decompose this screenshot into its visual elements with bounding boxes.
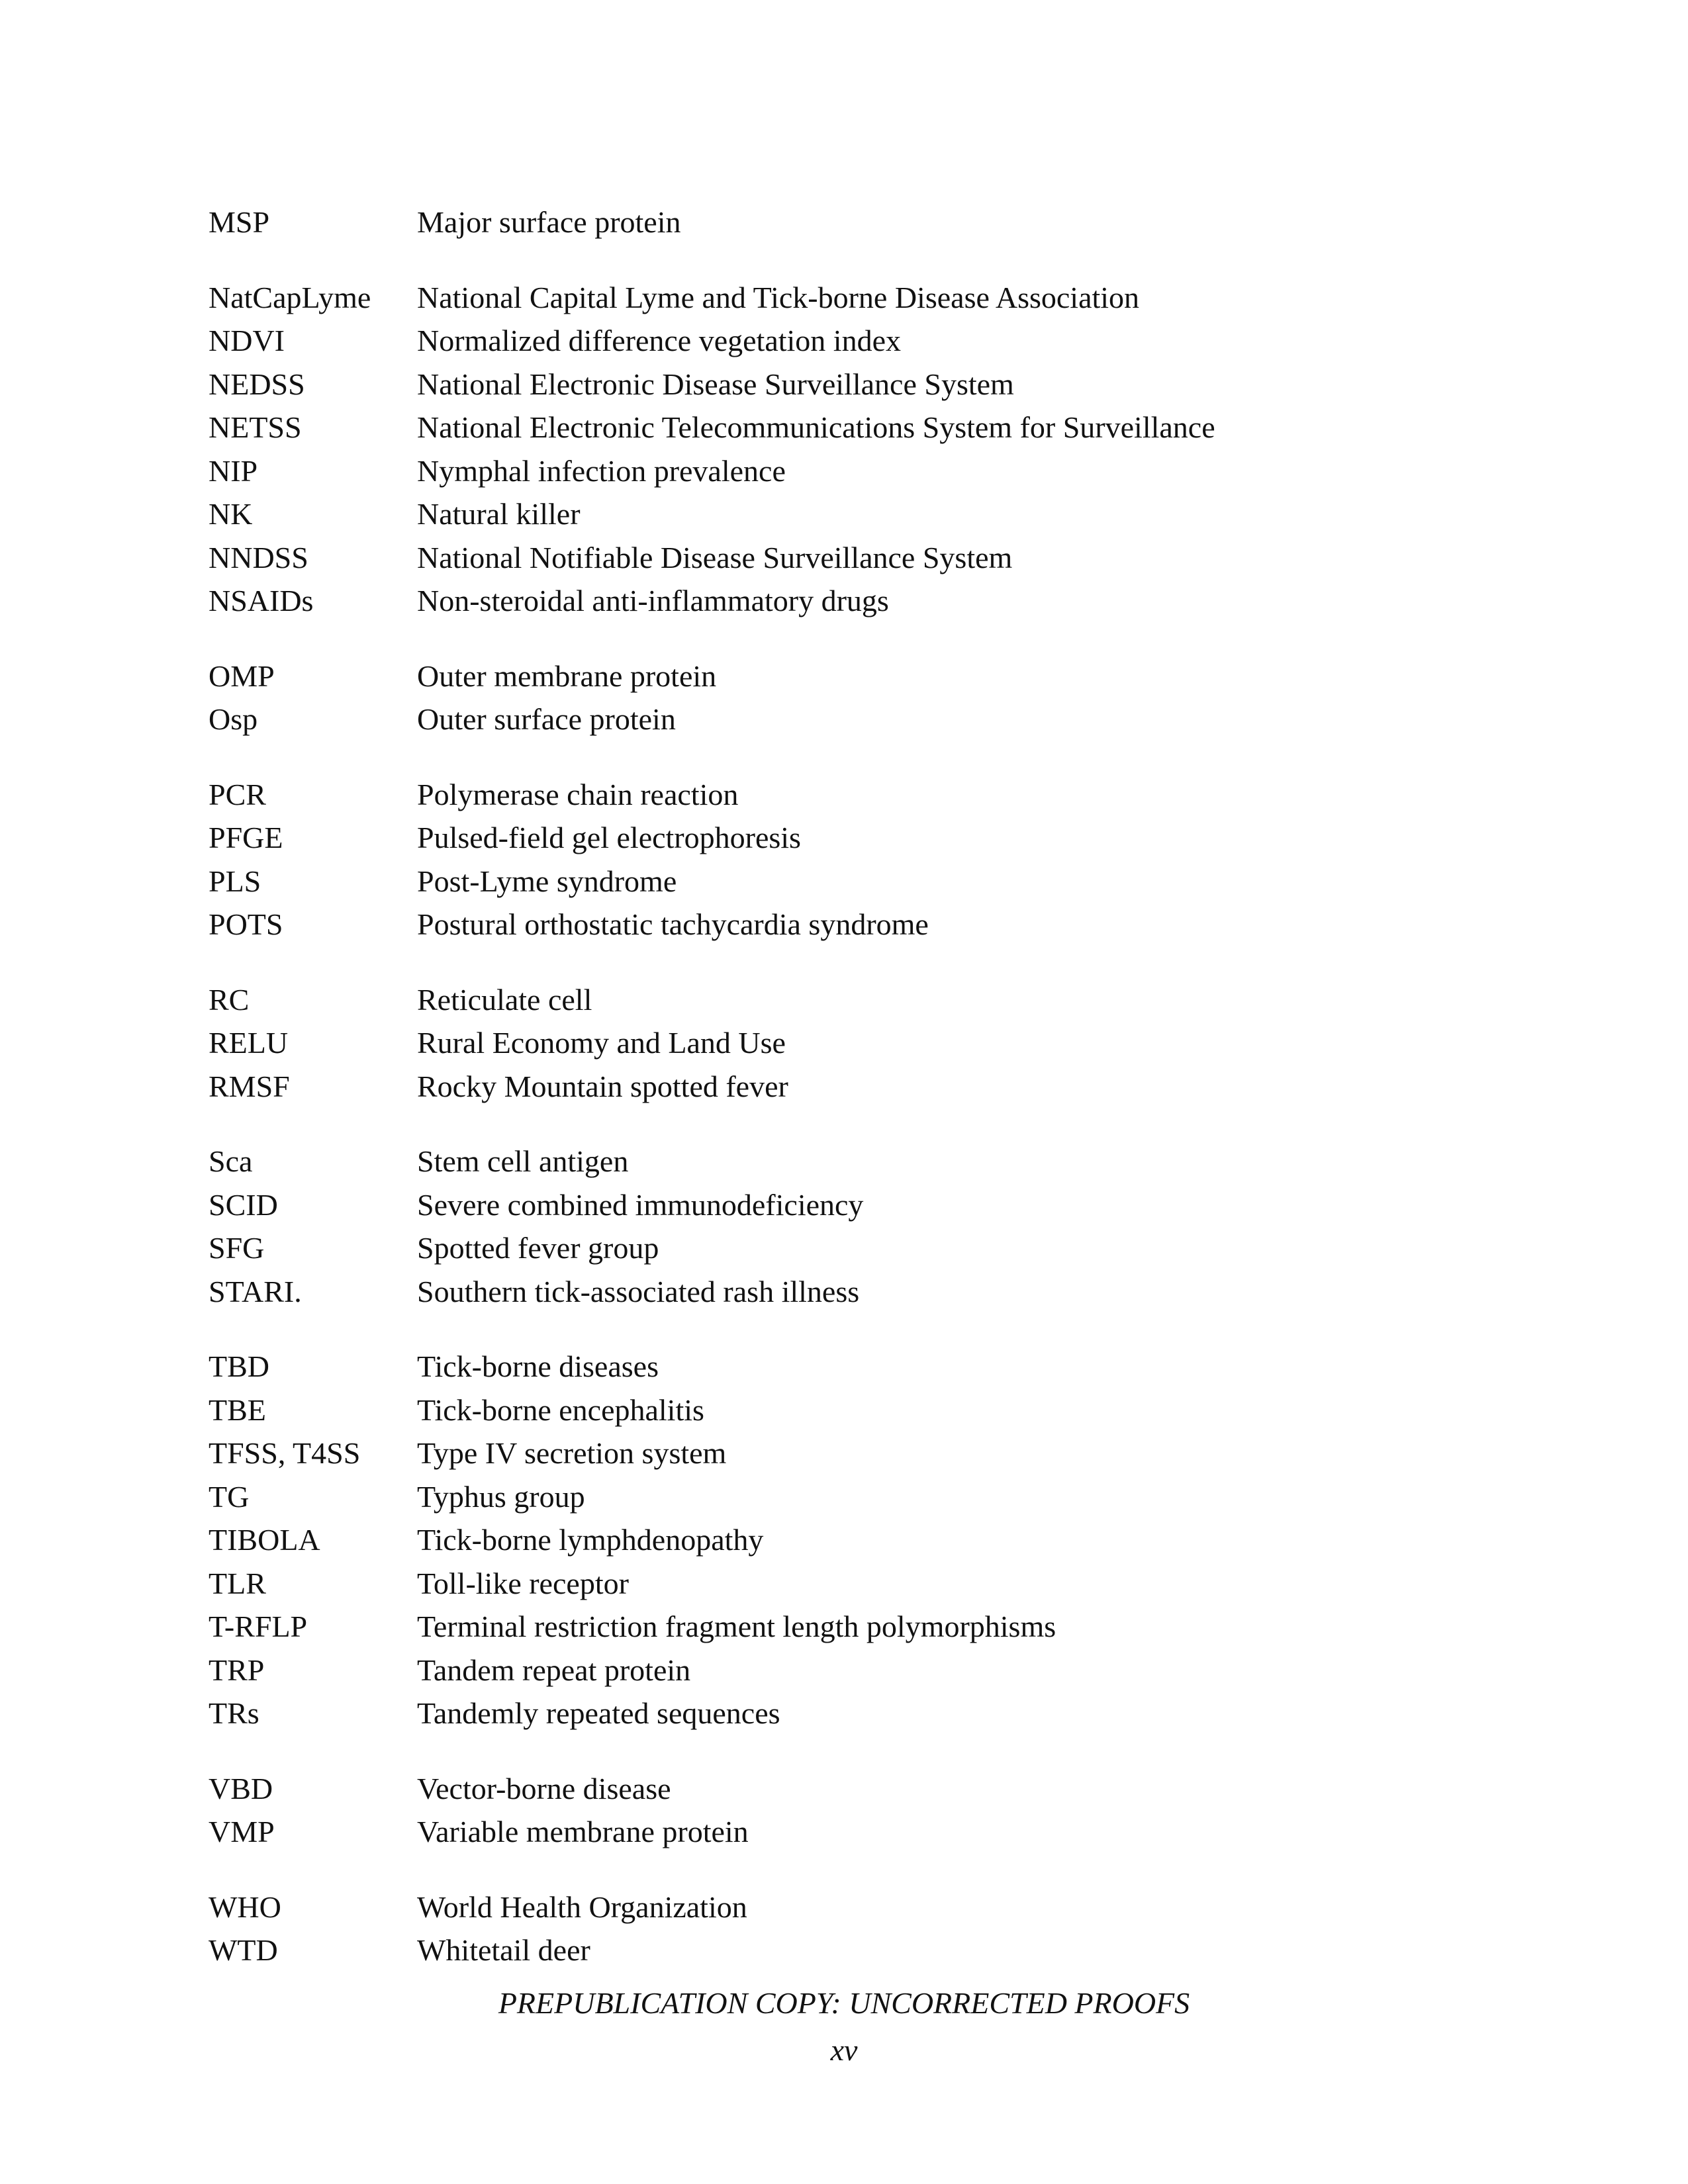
abbreviation-group [209,655,1499,741]
abbreviation-group [209,773,1499,946]
abbreviation-definition: Reticulate cell [417,982,592,1017]
abbreviation-definition: World Health Organization [417,1889,747,1924]
abbreviation-group [209,201,1499,244]
abbreviation-definition: National Notifiable Disease Surveillance System [417,540,1013,574]
abbreviation-term: SCID [209,1187,278,1222]
abbreviation-entry [209,816,1499,860]
abbreviation-definition: Whitetail deer [417,1933,590,1967]
abbreviation-term: TLR [209,1566,266,1600]
abbreviation-term: MSP [209,205,270,239]
abbreviation-term: TBD [209,1349,269,1383]
abbreviation-entry [209,1226,1499,1270]
abbreviation-definition: Post-Lyme syndrome [417,864,677,898]
abbreviation-definition: Tick-borne diseases [417,1349,659,1383]
abbreviation-entry [209,579,1499,623]
abbreviation-definition: Tick-borne lymphdenopathy [417,1523,764,1557]
abbreviation-group [209,1345,1499,1735]
abbreviation-definition: Vector-borne disease [417,1771,671,1805]
abbreviation-term: Osp [209,702,258,736]
abbreviation-definition: Polymerase chain reaction [417,777,739,811]
abbreviation-term: NatCapLyme [209,280,371,314]
prepublication-notice: PREPUBLICATION COPY: UNCORRECTED PROOFS [498,1986,1190,2020]
abbreviation-definition: National Electronic Disease Surveillance System [417,367,1014,401]
abbreviation-term: OMP [209,659,275,693]
abbreviation-term: STARI. [209,1274,302,1308]
abbreviation-entry [209,319,1499,363]
abbreviation-entry [209,1140,1499,1183]
abbreviation-entry [209,698,1499,741]
abbreviation-entry [209,1692,1499,1735]
abbreviation-term: NEDSS [209,367,305,401]
abbreviation-entry [209,1562,1499,1606]
abbreviation-entry [209,860,1499,903]
abbreviation-entry [209,406,1499,449]
abbreviation-group [209,1140,1499,1313]
abbreviation-definition: Stem cell antigen [417,1144,629,1178]
abbreviation-term: RMSF [209,1069,290,1103]
abbreviation-group [209,1767,1499,1854]
abbreviation-definition: Rocky Mountain spotted fever [417,1069,788,1103]
abbreviation-definition: Natural killer [417,497,581,531]
abbreviation-definition: Typhus group [417,1479,585,1514]
abbreviation-definition: Rural Economy and Land Use [417,1026,786,1060]
page-number: xv [830,2033,858,2067]
abbreviation-list [209,201,1499,2004]
abbreviation-term: T-RFLP [209,1610,308,1643]
abbreviation-definition: Outer surface protein [417,702,676,736]
abbreviation-entry [209,1432,1499,1475]
abbreviation-entry [209,449,1499,493]
abbreviation-entry [209,1183,1499,1227]
abbreviation-term: VBD [209,1771,273,1805]
abbreviation-term: NSAIDs [209,584,314,617]
abbreviation-term: VMP [209,1815,275,1848]
abbreviation-definition: Major surface protein [417,205,681,239]
abbreviation-term: POTS [209,907,283,941]
abbreviation-definition: Outer membrane protein [417,659,717,693]
abbreviation-term: TG [209,1479,250,1514]
abbreviation-group [209,276,1499,623]
abbreviation-definition: Spotted fever group [417,1231,659,1265]
abbreviation-definition: Southern tick-associated rash illness [417,1274,860,1308]
abbreviation-entry [209,1767,1499,1811]
abbreviation-entry [209,1270,1499,1314]
abbreviation-term: WTD [209,1933,278,1967]
abbreviation-entry [209,1886,1499,1929]
abbreviation-entry [209,363,1499,406]
abbreviation-term: PFGE [209,821,283,854]
abbreviation-group [209,978,1499,1109]
abbreviation-definition: National Capital Lyme and Tick-borne Disease Association [417,280,1140,314]
abbreviation-term: TRP [209,1653,265,1687]
abbreviation-entry [209,903,1499,946]
abbreviation-term: TFSS, T4SS [209,1436,361,1470]
abbreviation-definition: Variable membrane protein [417,1815,749,1848]
abbreviation-term: SFG [209,1231,265,1265]
abbreviation-definition: National Electronic Telecommunications System for Surveillance [417,410,1215,444]
abbreviation-entry [209,1065,1499,1109]
abbreviation-term: Sca [209,1144,253,1178]
abbreviation-definition: Postural orthostatic tachycardia syndrome [417,907,929,941]
abbreviation-definition: Nymphal infection prevalence [417,453,786,488]
abbreviation-term: NK [209,497,253,531]
abbreviation-entry [209,1345,1499,1388]
abbreviation-entry [209,1810,1499,1854]
abbreviation-term: TBE [209,1392,266,1427]
abbreviation-entry [209,655,1499,698]
abbreviation-term: NETSS [209,410,302,444]
abbreviation-definition: Terminal restriction fragment length polymorphisms [417,1610,1056,1643]
abbreviation-entry [209,1475,1499,1519]
abbreviation-definition: Tandemly repeated sequences [417,1696,780,1730]
abbreviation-entry [209,1388,1499,1432]
abbreviation-entry [209,536,1499,580]
abbreviation-definition: Toll-like receptor [417,1566,629,1600]
abbreviation-term: PCR [209,777,266,811]
abbreviation-term: TRs [209,1696,259,1730]
abbreviation-definition: Type IV secretion system [417,1436,727,1470]
abbreviation-entry [209,1929,1499,1972]
abbreviation-term: RELU [209,1026,289,1060]
abbreviation-term: NNDSS [209,540,308,574]
abbreviation-group [209,1886,1499,1972]
abbreviation-entry [209,773,1499,817]
abbreviation-term: RC [209,982,250,1017]
abbreviation-entry [209,978,1499,1022]
abbreviation-term: NIP [209,453,258,488]
abbreviation-entry [209,276,1499,320]
abbreviation-entry [209,1605,1499,1649]
abbreviation-definition: Non-steroidal anti-inflammatory drugs [417,584,889,617]
abbreviation-term: TIBOLA [209,1523,320,1557]
abbreviation-entry [209,201,1499,244]
abbreviation-definition: Pulsed-field gel electrophoresis [417,821,801,854]
abbreviation-definition: Normalized difference vegetation index [417,324,901,357]
abbreviation-entry [209,1021,1499,1065]
abbreviation-definition: Tick-borne encephalitis [417,1392,704,1427]
abbreviation-definition: Tandem repeat protein [417,1653,691,1687]
abbreviation-term: WHO [209,1889,281,1924]
abbreviation-entry [209,492,1499,536]
abbreviation-term: PLS [209,864,261,898]
abbreviation-entry [209,1518,1499,1562]
abbreviation-term: NDVI [209,324,285,357]
abbreviation-definition: Severe combined immunodeficiency [417,1187,864,1222]
abbreviation-entry [209,1649,1499,1692]
